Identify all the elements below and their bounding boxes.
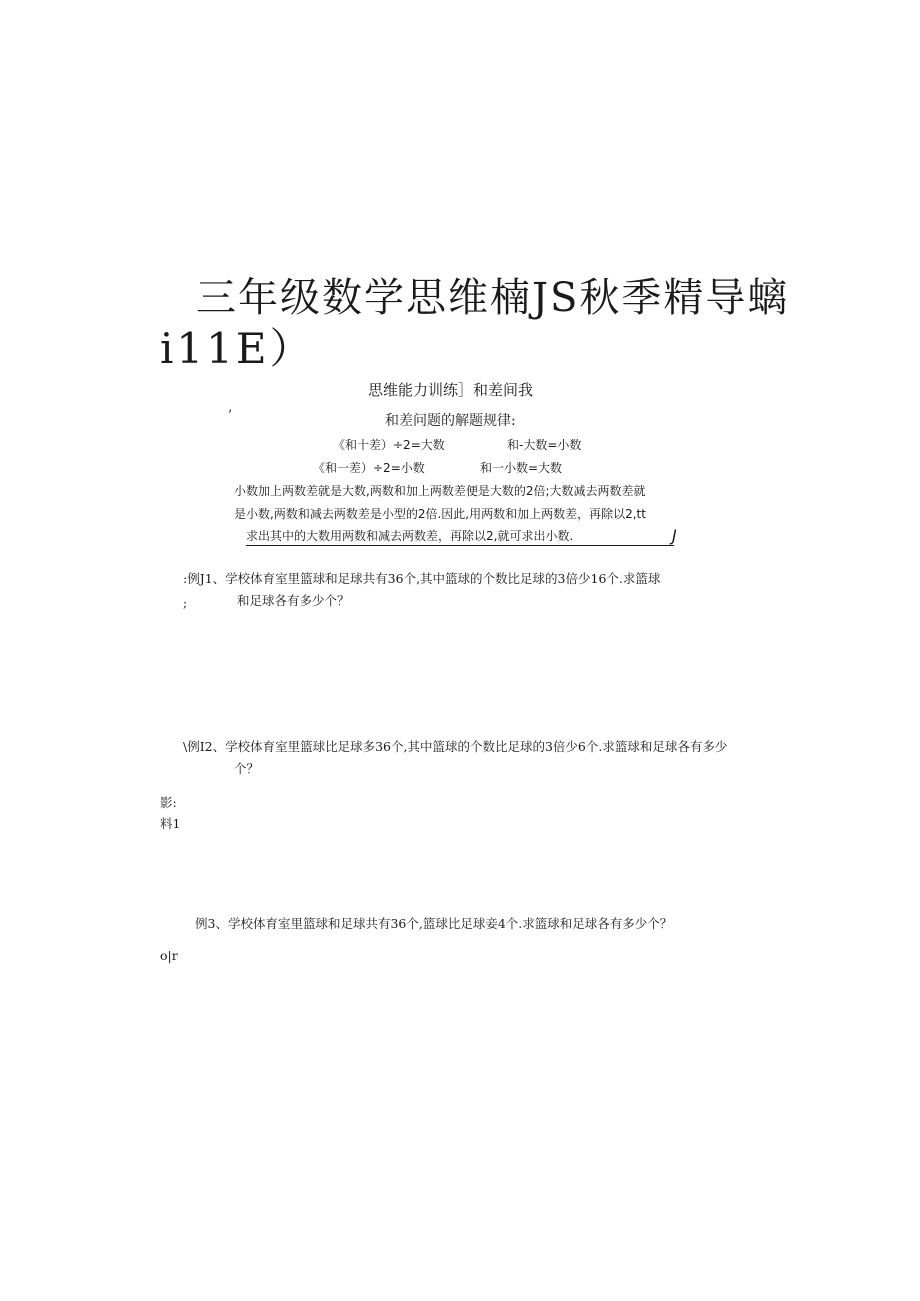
formula-large-number: 《和十差）÷2=大数: [333, 438, 445, 452]
rules-heading: 和差问题的解题规律:: [385, 413, 516, 429]
example-1-line-1: :例J1、学校体育室里篮球和足球共有36个,其中篮球的个数比足球的3倍少16个.求篮球: [183, 571, 661, 586]
document-title-line2: i11E）: [160, 324, 315, 373]
explanation-line-1: 小数加上两数差就是大数,两数和加上两数差便是大数的2倍;大数减去两数差就: [234, 484, 646, 498]
example-1-line-2: 和足球各有多少个？: [237, 593, 350, 608]
explanation-line-2: 是小数,两数和减去两数差是小型的2倍.因此,用两数和加上两数差，再除以2,tt: [234, 507, 646, 521]
margin-note-2: 料1: [160, 816, 181, 831]
explanation-tail-mark: J: [672, 526, 677, 545]
example-2-line-2: 个？: [234, 761, 260, 776]
document-title-line1: 三年级数学思维楠JS秋季精导螭: [196, 275, 790, 321]
example-1-margin-mark: ;: [183, 595, 188, 610]
explanation-line-3: 求出其中的大数用两数和减去两数差，再除以2,就可求出小数.: [246, 528, 573, 546]
section-subtitle: 思维能力训练］和差间我: [368, 381, 534, 399]
example-3-line-1: 例3、学校体育室里篮球和足球共有36个,篮球比足球妾4个.求篮球和足球各有多少个？: [195, 916, 673, 931]
margin-note-3: o|r: [160, 948, 178, 963]
formula-small-from-sum: 和-大数=小数: [507, 438, 582, 452]
formula-small-number: 《和一差）÷2=小数: [313, 461, 425, 475]
stray-mark: ’: [228, 408, 233, 423]
margin-note-1: 影:: [160, 795, 177, 810]
example-2-line-1: \例I2、学校体育室里篮球比足球多36个,其中篮球的个数比足球的3倍少6个.求篮球和足球各有多少: [183, 739, 728, 754]
underline-extension: [566, 545, 674, 546]
formula-large-from-sum: 和一小数=大数: [480, 461, 563, 475]
